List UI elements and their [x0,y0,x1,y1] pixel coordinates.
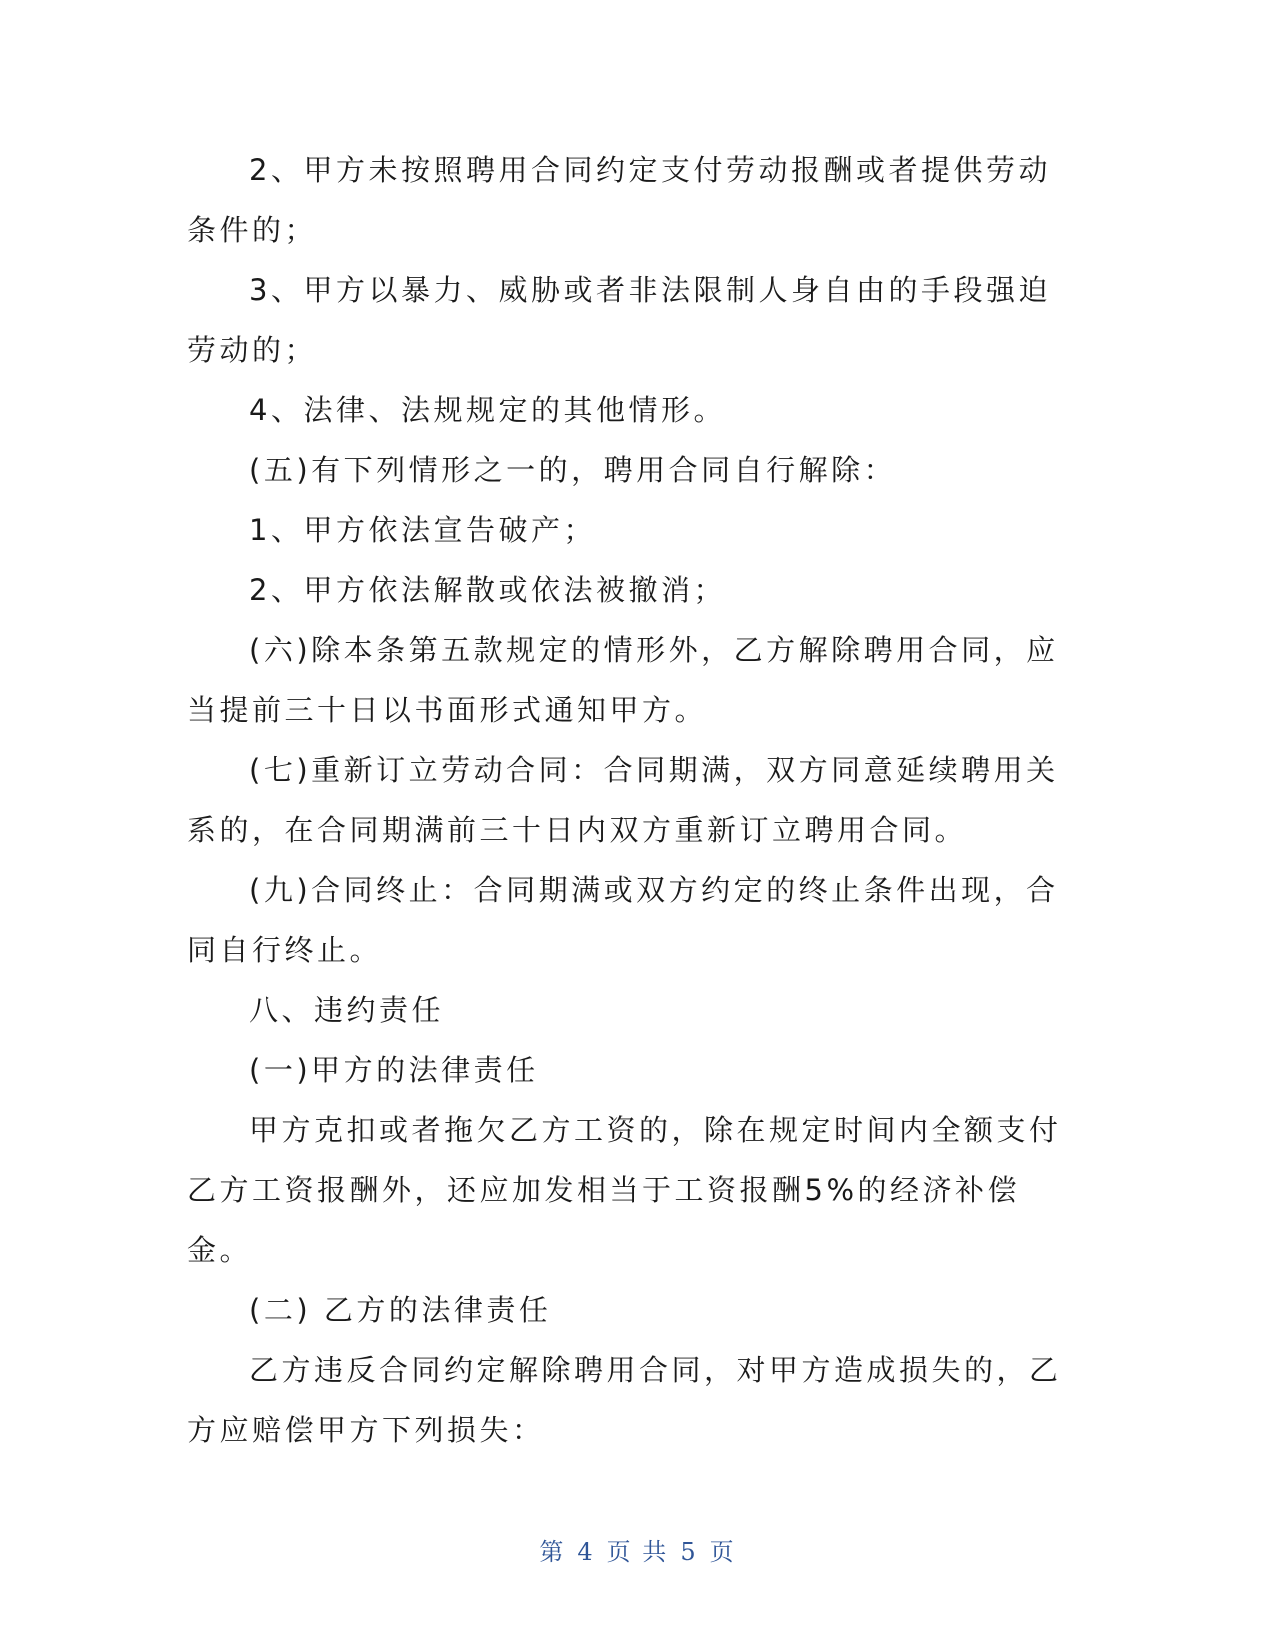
footer-prefix: 第 [539,1538,566,1566]
paragraph: (九)合同终止：合同期满或双方约定的终止条件出现，合同自行终止。 [187,873,1059,967]
paragraph: 2、甲方未按照聘用合同约定支付劳动报酬或者提供劳动条件的； [187,153,1051,247]
current-page-number: 4 [577,1538,595,1566]
page-footer [0,1532,1275,1567]
paragraph: 4、法律、法规规定的其他情形。 [249,393,726,427]
paragraph: 1、甲方依法宣告破产； [249,513,596,547]
document-body [187,140,1077,1460]
footer-middle: 页 共 [606,1538,669,1566]
subsection-heading: (二) 乙方的法律责任 [249,1293,552,1327]
paragraph: 3、甲方以暴力、威胁或者非法限制人身自由的手段强迫劳动的； [187,273,1051,367]
footer-suffix: 页 [709,1538,736,1566]
subsection-heading: (一)甲方的法律责任 [249,1053,539,1087]
paragraph: (七)重新订立劳动合同：合同期满，双方同意延续聘用关系的，在合同期满前三十日内双方重新订立聘用合同。 [187,753,1059,847]
paragraph: 甲方克扣或者拖欠乙方工资的，除在规定时间内全额支付乙方工资报酬外，还应加发相当于工资报酬5%的经济补偿金。 [187,1113,1062,1267]
total-page-number: 5 [680,1538,698,1566]
paragraph: 乙方违反合同约定解除聘用合同，对甲方造成损失的，乙方应赔偿甲方下列损失： [187,1353,1062,1447]
paragraph: (五)有下列情形之一的，聘用合同自行解除： [249,453,897,487]
paragraph: 2、甲方依法解散或依法被撤消； [249,573,726,607]
section-heading: 八、违约责任 [249,993,445,1027]
paragraph: (六)除本条第五款规定的情形外，乙方解除聘用合同，应当提前三十日以书面形式通知甲方。 [187,633,1059,727]
